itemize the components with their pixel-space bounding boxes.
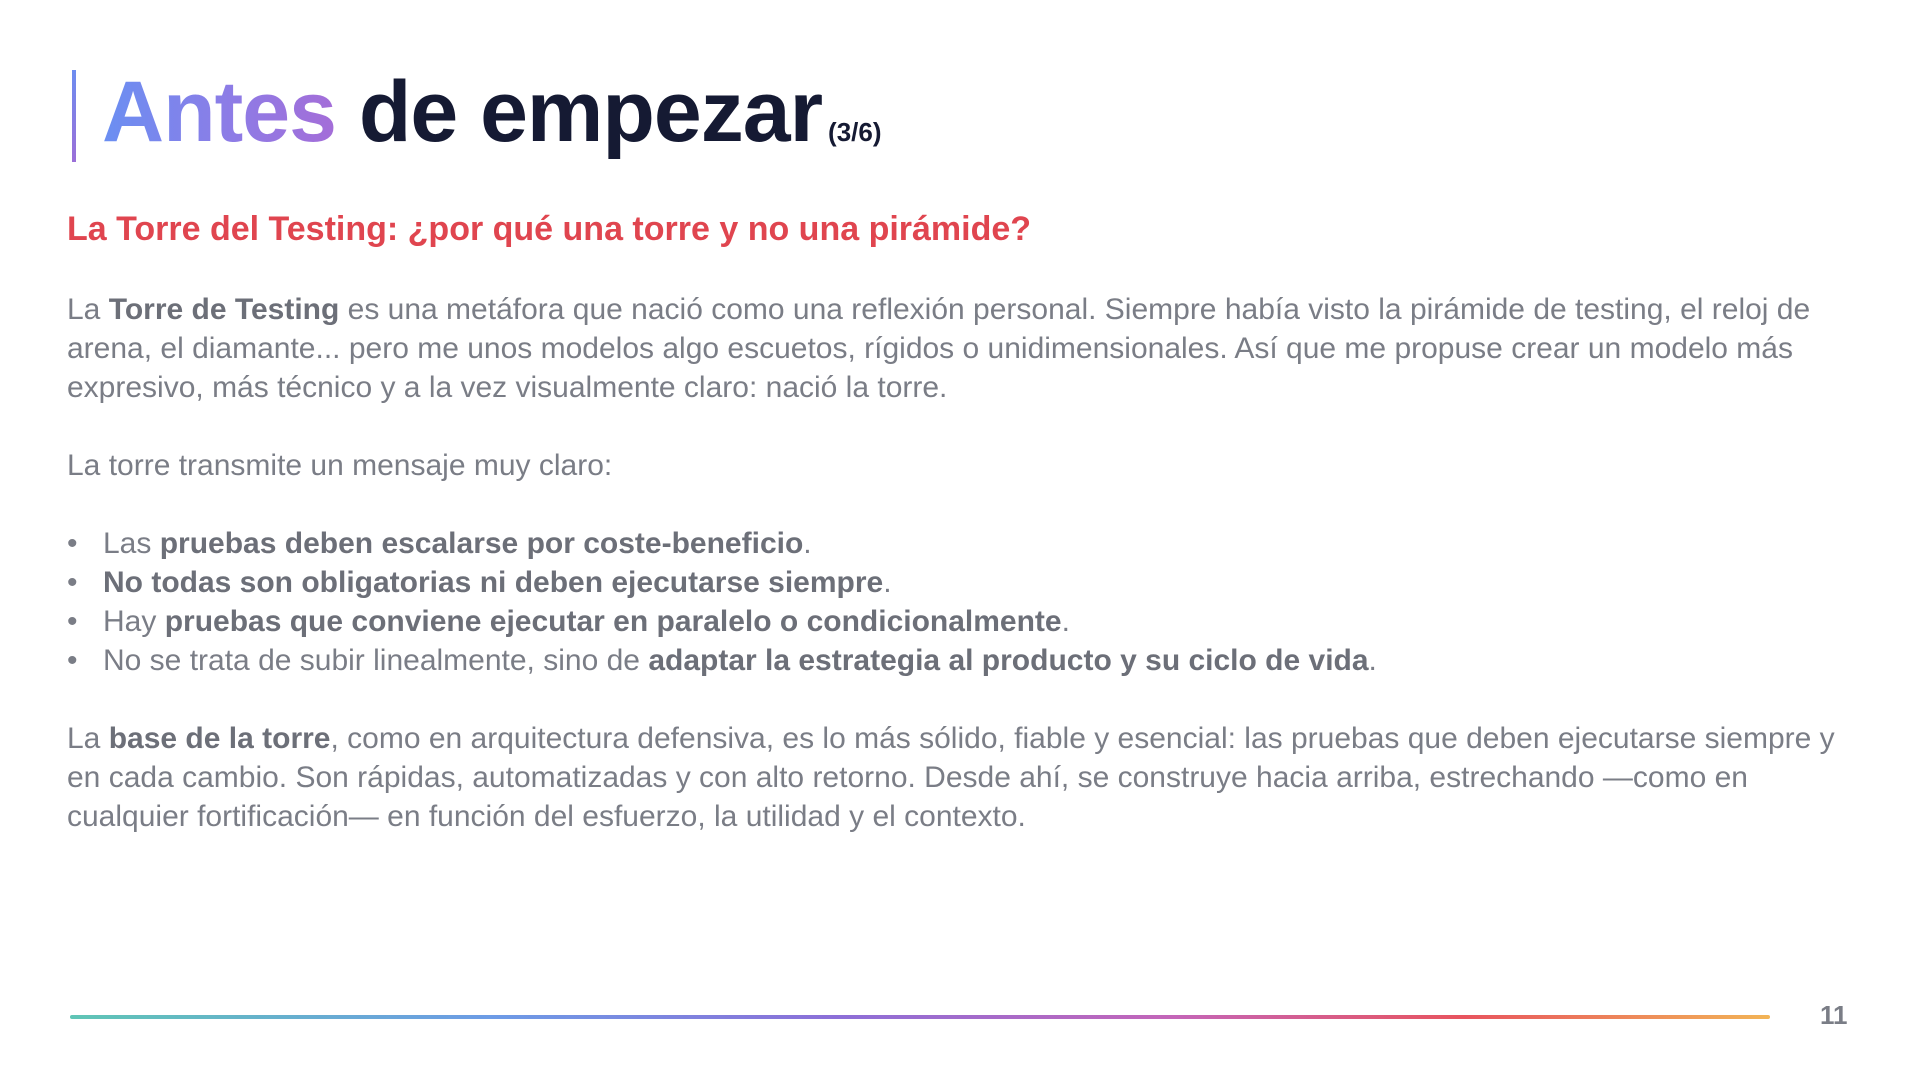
base-bold-1: base de la torre: [108, 722, 331, 755]
base-paragraph: [67, 719, 1867, 836]
bullet-item: [67, 602, 1867, 641]
spacer: [67, 407, 1867, 446]
bullet-text: No se trata de subir linealmente, sino de: [103, 644, 649, 677]
bullet-item: [67, 641, 1867, 680]
intro-paragraph: [67, 290, 1867, 407]
bullet-bold: pruebas que conviene ejecutar en paralelo o condicionalmente: [164, 605, 1062, 638]
bullet-text: .: [803, 527, 812, 560]
intro-bold-1: Torre de Testing: [108, 293, 340, 326]
slide-title: [102, 62, 882, 182]
bullet-text: Las: [103, 527, 160, 560]
bullet-item: [67, 563, 1867, 602]
base-text-2: , como en arquitectura defensiva, es lo más sólido, fiable y esencial: las pruebas que deben ejecutarse siempre y en cada cambio. Son rápidas, automatizadas y con alto retorno. Desde ahí, se construye hacia arriba, estrechando —como en cualquier fortificación— en función del esfuerzo, la utilidad y el contexto.: [67, 722, 1835, 833]
message-bullet-list: [67, 524, 1867, 680]
intro-text-2: es una metáfora que nació como una reflexión personal. Siempre había visto la pirámide de testing, el reloj de arena, el diamante... pero me unos modelos algo escuetos, rígidos o unidimensionales. Así que me propuse crear un modelo más expresivo, más técnico y a la vez visualmente claro: nació la torre.: [67, 293, 1811, 404]
bullet-bold: pruebas deben escalarse por coste-beneficio: [159, 527, 804, 560]
title-rest: de empezar: [335, 64, 823, 160]
title-accent-bar: [72, 70, 76, 162]
page-number: 11: [1820, 1000, 1848, 1030]
message-intro-paragraph: La torre transmite un mensaje muy claro:: [67, 449, 613, 482]
bullet-bold: adaptar la estrategia al producto y su ciclo de vida: [648, 644, 1369, 677]
spacer: [67, 680, 1867, 719]
slide-subtitle: La Torre del Testing: ¿por qué una torre y no una pirámide?: [67, 210, 1032, 248]
bullet-text: .: [883, 566, 892, 599]
bullet-text: .: [1368, 644, 1377, 677]
bullet-item: [67, 524, 1867, 563]
slide-body: [67, 290, 1867, 836]
base-text-1: La: [67, 722, 109, 755]
title-accent-word: Antes: [102, 64, 336, 160]
bullet-text: .: [1061, 605, 1070, 638]
footer-gradient-line: [70, 1015, 1770, 1019]
intro-text-1: La: [67, 293, 109, 326]
bullet-text: Hay: [103, 605, 165, 638]
title-slide-counter: (3/6): [828, 117, 882, 147]
bullet-bold: No todas son obligatorias ni deben ejecutarse siempre: [103, 566, 884, 599]
spacer: [67, 485, 1867, 524]
